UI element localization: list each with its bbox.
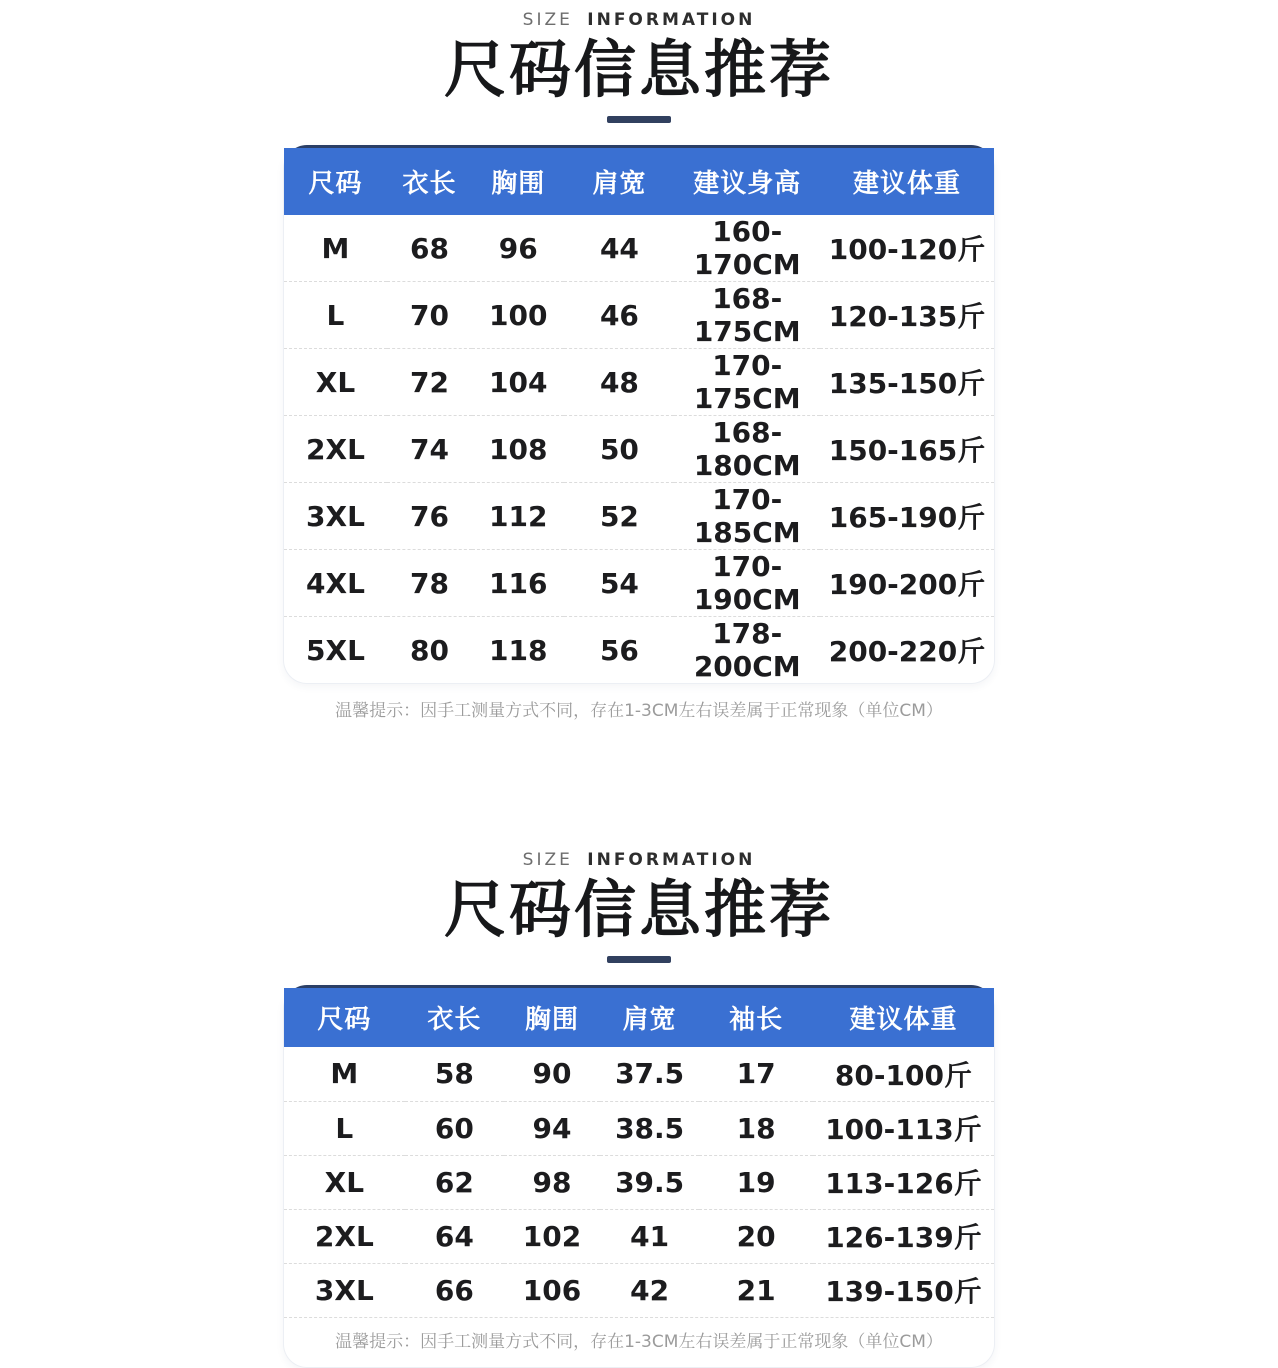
size-table-card [283, 985, 995, 1368]
size-cell: M [321, 231, 350, 265]
column-header: 尺码 [308, 169, 363, 199]
size-cell: XL [284, 1155, 405, 1209]
page-title: 尺码信息推荐 [443, 33, 834, 106]
column-header: 衣长 [427, 1005, 482, 1035]
size-cell: 72 [387, 349, 472, 416]
size-cell: 170-185CM [674, 483, 820, 550]
size-cell: 113-126斤 [813, 1155, 994, 1209]
size-cell: 190-200斤 [820, 550, 994, 617]
size-cell: 66 [405, 1263, 504, 1317]
size-row [284, 416, 994, 483]
title-underline-bar [607, 956, 671, 963]
size-cell: 135-150斤 [820, 349, 994, 416]
size-row [284, 349, 994, 416]
size-row [284, 282, 994, 349]
size-cell: 150-165斤 [820, 416, 994, 483]
size-cell: 120-135斤 [820, 282, 994, 349]
size-cell: 94 [504, 1101, 600, 1155]
size-cell: 68 [410, 231, 450, 265]
size-cell: 116 [472, 550, 564, 617]
eyebrow-information-label: INFORMATION [587, 10, 756, 30]
size-cell: 64 [405, 1209, 504, 1263]
table-header-row [284, 148, 994, 215]
size-cell: 102 [504, 1209, 600, 1263]
column-header: 建议身高 [693, 169, 802, 199]
size-cell: 5XL [284, 617, 387, 684]
size-table [284, 148, 994, 683]
size-cell: 106 [504, 1263, 600, 1317]
size-cell: 80 [387, 617, 472, 684]
size-row [284, 550, 994, 617]
size-section-top [0, 10, 1278, 722]
column-header: 袖长 [729, 1005, 784, 1035]
size-cell: 108 [472, 416, 564, 483]
size-cell: 2XL [284, 416, 387, 483]
size-section-bottom [0, 850, 1278, 1368]
size-cell: 139-150斤 [813, 1263, 994, 1317]
eyebrow-size-label: SIZE [522, 10, 573, 30]
size-cell: 44 [599, 231, 639, 265]
size-cell: 56 [564, 617, 674, 684]
size-cell: 48 [564, 349, 674, 416]
column-header: 尺码 [317, 1005, 372, 1035]
size-cell: 37.5 [615, 1057, 685, 1091]
size-cell: 70 [387, 282, 472, 349]
size-cell: 38.5 [600, 1101, 699, 1155]
column-header: 建议体重 [853, 169, 962, 199]
size-cell: 112 [472, 483, 564, 550]
eyebrow-size-information [0, 850, 1278, 870]
size-cell: 19 [699, 1155, 813, 1209]
size-row [284, 215, 994, 282]
size-cell: 46 [564, 282, 674, 349]
page-title: 尺码信息推荐 [443, 873, 834, 946]
size-cell: 100-113斤 [813, 1101, 994, 1155]
size-cell: 74 [387, 416, 472, 483]
column-header: 胸围 [524, 1005, 579, 1035]
size-row [284, 483, 994, 550]
size-cell: M [330, 1057, 359, 1091]
eyebrow-size-information [0, 10, 1278, 30]
size-cell: 2XL [284, 1209, 405, 1263]
size-cell: 78 [387, 550, 472, 617]
size-cell: 80-100斤 [834, 1058, 972, 1092]
size-cell: 168-175CM [674, 282, 820, 349]
size-table-card [283, 145, 995, 684]
size-cell: 20 [699, 1209, 813, 1263]
eyebrow-size-label: SIZE [522, 850, 573, 870]
size-cell: 200-220斤 [820, 617, 994, 684]
column-header: 肩宽 [622, 1005, 677, 1035]
size-cell: 62 [405, 1155, 504, 1209]
size-cell: 58 [434, 1057, 474, 1091]
size-cell: L [284, 282, 387, 349]
size-cell: L [284, 1101, 405, 1155]
size-cell: 18 [699, 1101, 813, 1155]
size-cell: 126-139斤 [813, 1209, 994, 1263]
size-cell: 52 [564, 483, 674, 550]
size-cell: 54 [564, 550, 674, 617]
size-cell: 168-180CM [674, 416, 820, 483]
column-header: 胸围 [491, 169, 546, 199]
size-cell: 39.5 [600, 1155, 699, 1209]
size-cell: 76 [387, 483, 472, 550]
size-cell: 165-190斤 [820, 483, 994, 550]
size-cell: 170-175CM [674, 349, 820, 416]
measurement-note: 温馨提示：因手工测量方式不同，存在1-3CM左右误差属于正常现象（单位CM） [335, 701, 943, 721]
size-cell: 3XL [284, 483, 387, 550]
size-cell: 98 [504, 1155, 600, 1209]
size-row [284, 1101, 994, 1155]
title-underline-bar [607, 116, 671, 123]
size-cell: 178-200CM [674, 617, 820, 684]
size-cell: 17 [736, 1057, 776, 1091]
eyebrow-information-label: INFORMATION [587, 850, 756, 870]
table-header-row [284, 988, 994, 1047]
size-cell: 41 [600, 1209, 699, 1263]
size-cell: 21 [699, 1263, 813, 1317]
size-cell: 60 [405, 1101, 504, 1155]
size-cell: 50 [564, 416, 674, 483]
size-cell: 160-170CM [693, 215, 801, 281]
size-cell: 4XL [284, 550, 387, 617]
size-row [284, 617, 994, 684]
size-row [284, 1263, 994, 1317]
column-header: 肩宽 [592, 169, 647, 199]
size-row [284, 1155, 994, 1209]
column-header: 衣长 [402, 169, 457, 199]
size-cell: 96 [498, 231, 538, 265]
size-cell: 100-120斤 [828, 233, 986, 266]
size-cell: 104 [472, 349, 564, 416]
size-row [284, 1047, 994, 1101]
size-cell: 3XL [284, 1263, 405, 1317]
size-cell: 42 [600, 1263, 699, 1317]
size-cell: 118 [472, 617, 564, 684]
size-table [284, 988, 994, 1317]
measurement-note: 温馨提示：因手工测量方式不同，存在1-3CM左右误差属于正常现象（单位CM） [284, 1317, 994, 1367]
size-row [284, 1209, 994, 1263]
size-cell: XL [284, 349, 387, 416]
size-cell: 170-190CM [674, 550, 820, 617]
size-cell: 100 [472, 282, 564, 349]
size-cell: 90 [532, 1057, 572, 1091]
column-header: 建议体重 [849, 1005, 958, 1035]
